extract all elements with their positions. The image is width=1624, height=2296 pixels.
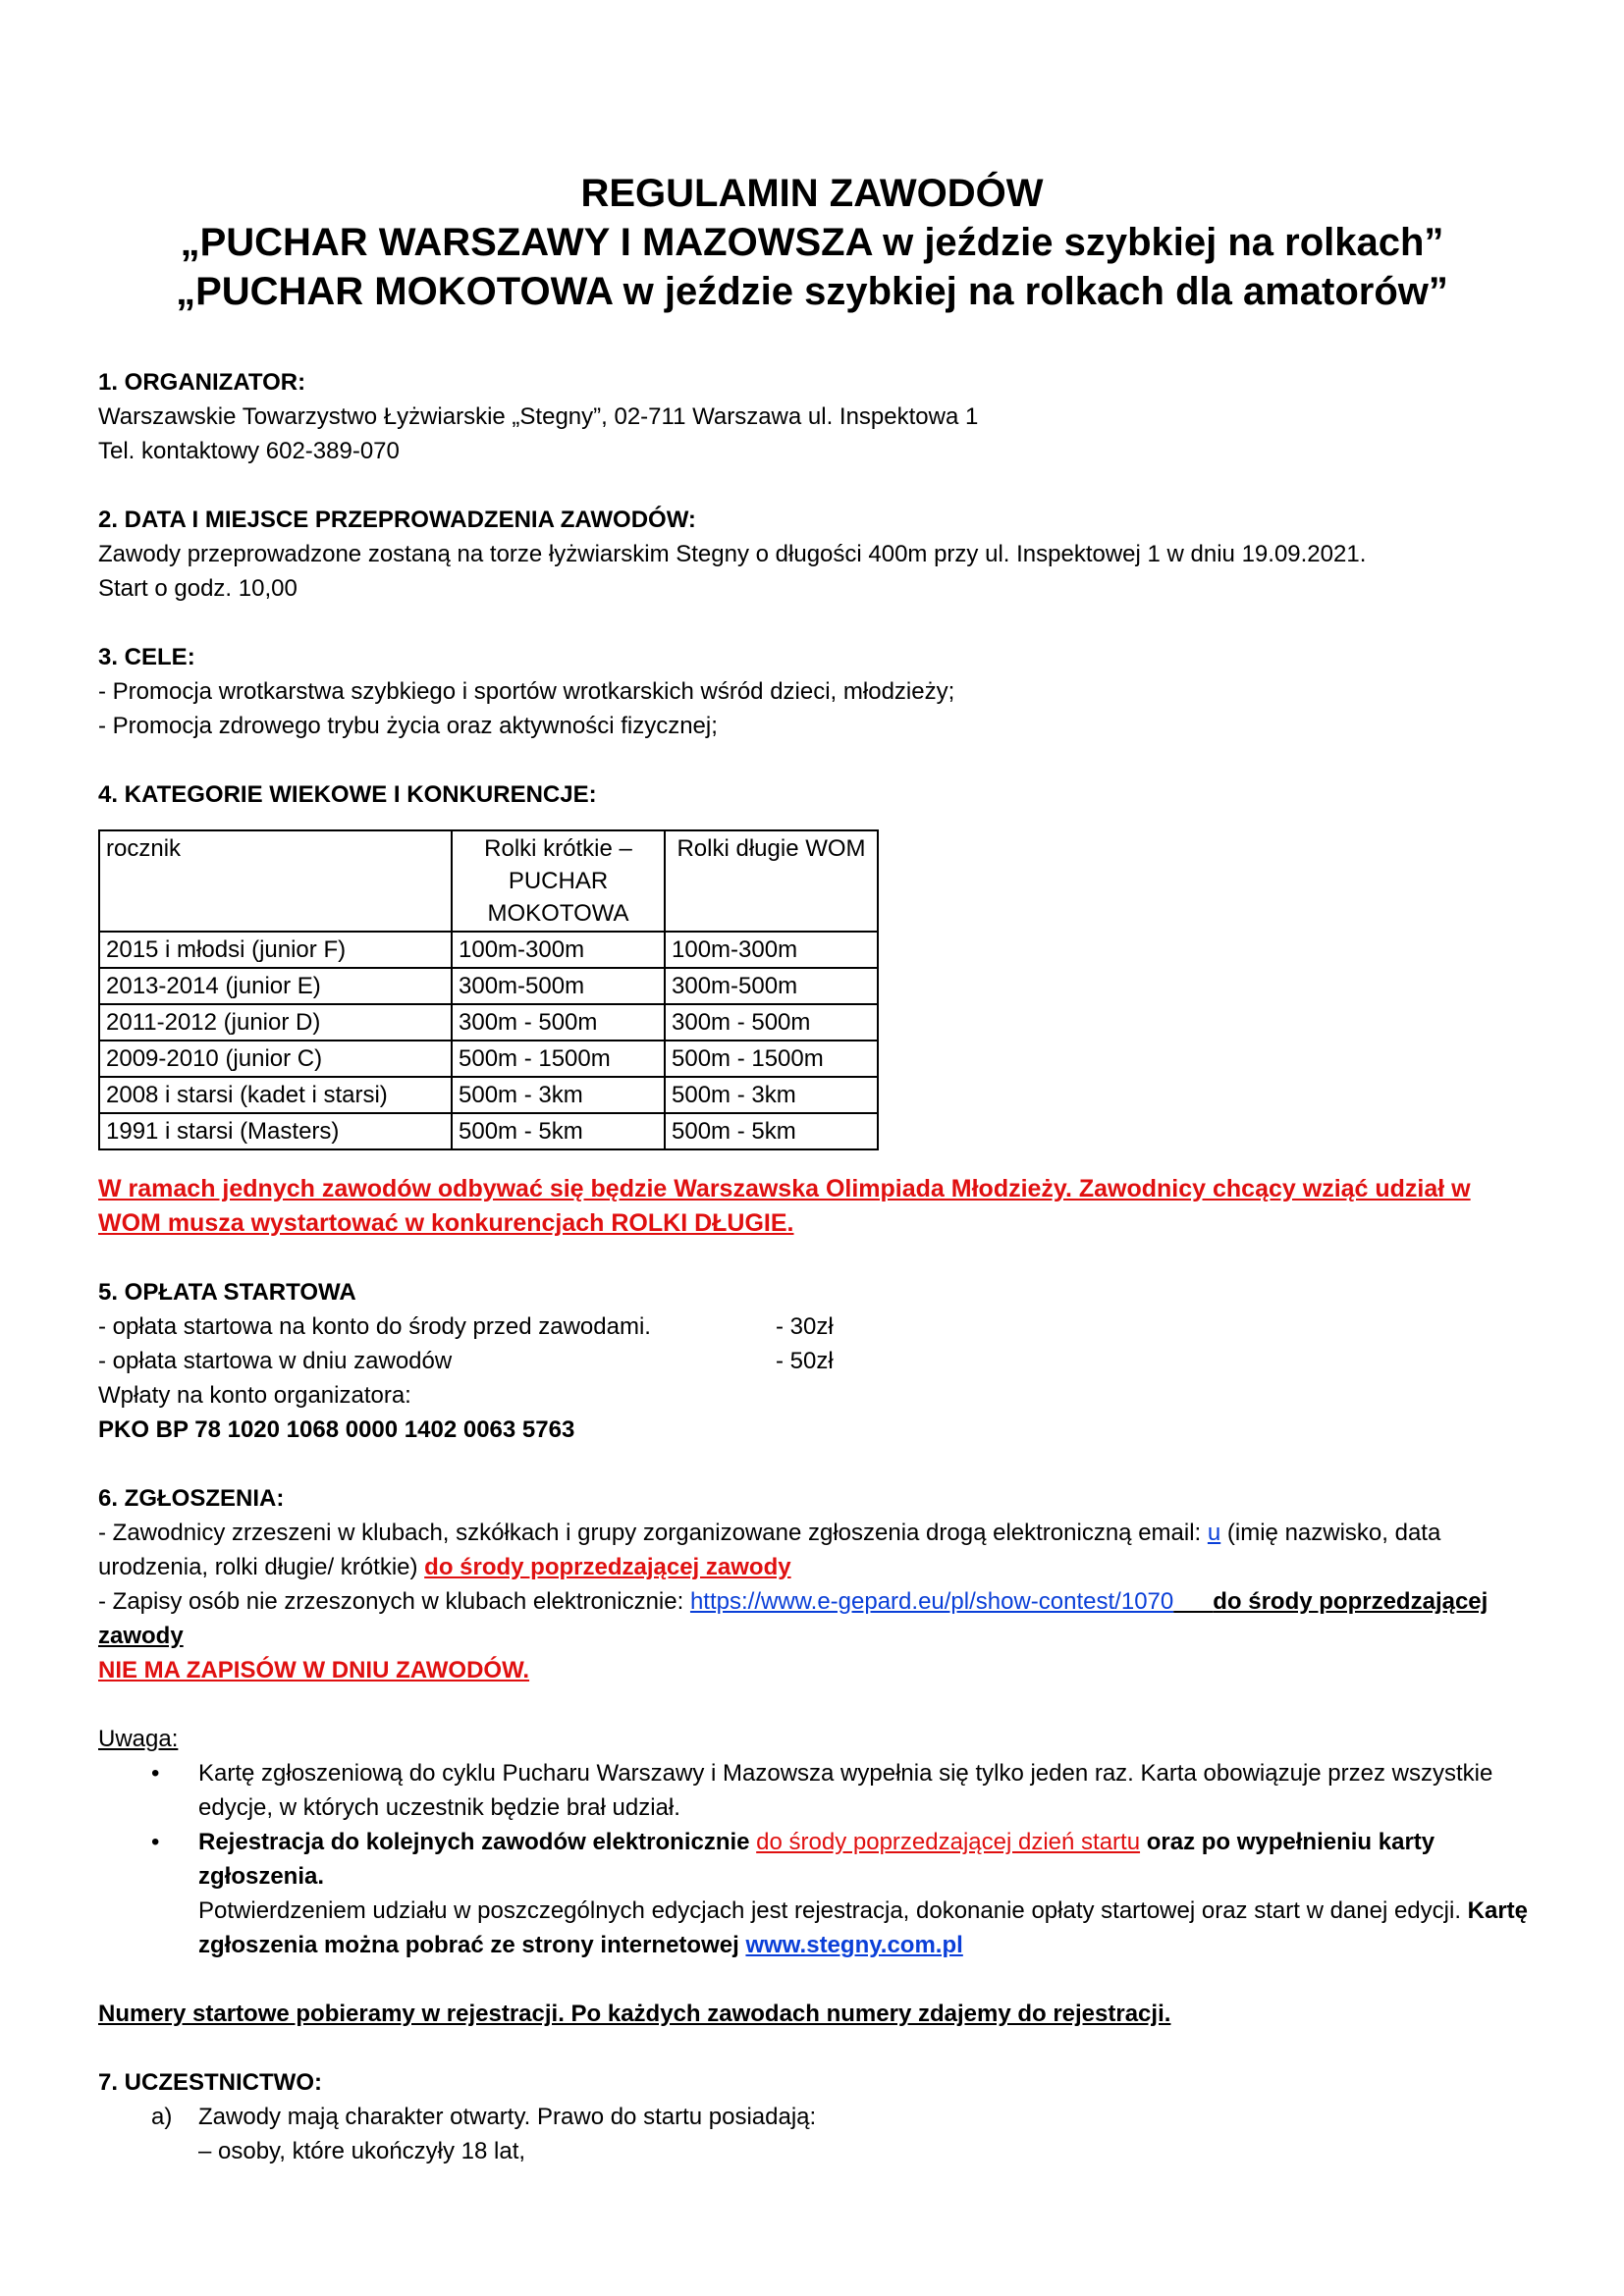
section-3-heading: 3. CELE: — [98, 644, 195, 670]
cell-short: 500m - 1500m — [452, 1041, 665, 1077]
list-item — [151, 1825, 1532, 1894]
no-onsite-registration: NIE MA ZAPISÓW W DNIU ZAWODÓW. — [98, 1657, 530, 1683]
goal-1: - Promocja wrotkarstwa szybkiego i sportów wrotkarskich wśród dzieci, młodzieży; — [98, 678, 955, 705]
section-6-heading: 6. ZGŁOSZENIA: — [98, 1485, 285, 1512]
organizer-line: Warszawskie Towarzystwo Łyżwiarskie „Stegny”, 02-711 Warszawa ul. Inspektowa 1 — [98, 403, 979, 430]
section-1-heading: 1. ORGANIZATOR: — [98, 369, 306, 396]
organizer-phone: Tel. kontaktowy 602-389-070 — [98, 438, 400, 464]
bullet-icon: • — [151, 1760, 160, 1787]
goal-2: - Promocja zdrowego trybu życia oraz aktywności fizycznej; — [98, 713, 718, 739]
fee-2-value: - 50zł — [776, 1348, 834, 1374]
title-line-2: „PUCHAR WARSZAWY I MAZOWSZA w jeździe szybkiej na rolkach” — [180, 221, 1444, 264]
section-4-heading: 4. KATEGORIE WIEKOWE I KONKURENCJE: — [98, 781, 597, 808]
cell-long: 500m - 3km — [665, 1077, 878, 1113]
column-header-short-skates: Rolki krótkie – PUCHAR MOKOTOWA — [452, 830, 665, 932]
document-body — [98, 365, 1532, 2168]
table-row — [99, 932, 878, 968]
table-row — [99, 1041, 878, 1077]
note-bullet-2-a: Rejestracja do kolejnych zawodów elektronicznie — [198, 1829, 757, 1855]
email-link[interactable]: u — [1207, 1520, 1221, 1546]
fee-2-label: - opłata startowa w dniu zawodów — [98, 1348, 453, 1374]
column-header-long-skates: Rolki długie WOM — [665, 830, 878, 932]
cell-short: 300m-500m — [452, 968, 665, 1004]
registration-individuals — [98, 1584, 1532, 1653]
note-bullet-1: Kartę zgłoszeniową do cyklu Pucharu Warszawy i Mazowsza wypełnia się tylko jeden raz. Karta obowiązuje przez wszystkie edycje, w których uczestnik będzie brał udział. — [198, 1760, 1493, 1821]
wom-notice: W ramach jednych zawodów odbywać się będzie Warszawska Olimpiada Młodzieży. Zawodnicy chcący wziąć udział w WOM musza wystartować w konkurencjach ROLKI DŁUGIE. — [98, 1175, 1471, 1237]
item-marker: a) — [151, 2104, 173, 2130]
note-bullet-2-b: oraz po wypełnieniu karty zgłoszenia. — [198, 1829, 1435, 1890]
cell-long: 100m-300m — [665, 932, 878, 968]
list-item — [151, 1756, 1532, 1825]
column-header-year: rocznik — [99, 830, 452, 932]
cell-year: 2013-2014 (junior E) — [99, 968, 452, 1004]
title-line-3: „PUCHAR MOKOTOWA w jeździe szybkiej na rolkach dla amatorów” — [176, 270, 1448, 313]
table-row — [99, 1004, 878, 1041]
registration-clubs-details: (imię nazwisko, data urodzenia, rolki długie/ krótkie) — [98, 1520, 1441, 1580]
note-bullet-2-deadline: do środy poprzedzającej dzień startu — [756, 1829, 1141, 1855]
fee-1-label: - opłata startowa na konto do środy przed zawodami. — [98, 1313, 651, 1340]
registration-individuals-deadline: do środy poprzedzającej zawody — [98, 1588, 1489, 1649]
section-2-heading: 2. DATA I MIEJSCE PRZEPROWADZENIA ZAWODÓW: — [98, 507, 696, 533]
cell-short: 300m - 500m — [452, 1004, 665, 1041]
registration-individuals-text: - Zapisy osób nie zrzeszonych w klubach elektronicznie: — [98, 1588, 690, 1615]
cell-short: 500m - 5km — [452, 1113, 665, 1149]
cell-short: 100m-300m — [452, 932, 665, 968]
bullet-icon: • — [151, 1829, 160, 1855]
table-row — [99, 1113, 878, 1149]
start-time-line: Start o godz. 10,00 — [98, 575, 298, 602]
table-header-row — [99, 830, 878, 932]
cell-year: 2009-2010 (junior C) — [99, 1041, 452, 1077]
registration-clubs-text: - Zawodnicy zrzeszeni w klubach, szkółkach i grupy zorganizowane zgłoszenia drogą elektroniczną email: — [98, 1520, 1208, 1546]
cell-long: 500m - 1500m — [665, 1041, 878, 1077]
payment-info: Wpłaty na konto organizatora: — [98, 1382, 411, 1409]
registration-deadline: do środy poprzedzającej zawody — [424, 1554, 791, 1580]
note-list — [98, 1756, 1532, 1894]
bank-account: PKO BP 78 1020 1068 0000 1402 0063 5763 — [98, 1416, 575, 1443]
cell-year: 1991 i starsi (Masters) — [99, 1113, 452, 1149]
table-row — [99, 968, 878, 1004]
section-5-heading: 5. OPŁATA STARTOWA — [98, 1279, 356, 1306]
section-7-heading: 7. UCZESTNICTWO: — [98, 2069, 322, 2096]
cell-year: 2015 i młodsi (junior F) — [99, 932, 452, 968]
title-line-1: REGULAMIN ZAWODÓW — [580, 172, 1044, 215]
stegny-link[interactable]: www.stegny.com.pl — [745, 1932, 963, 1958]
start-numbers-note: Numery startowe pobieramy w rejestracji. Po każdych zawodach numery zdajemy do rejestracji. — [98, 2001, 1171, 2027]
participation-sub-item: – osoby, które ukończyły 18 lat, — [198, 2138, 526, 2164]
confirmation-text: Potwierdzeniem udziału w poszczególnych edycjach jest rejestracja, dokonanie opłaty startowej oraz start w danej edycji. — [198, 1897, 1468, 1924]
venue-line: Zawody przeprowadzone zostaną na torze łyżwiarskim Stegny o długości 400m przy ul. Inspektowej 1 w dniu 19.09.2021. — [98, 541, 1367, 567]
cell-year: 2008 i starsi (kadet i starsi) — [99, 1077, 452, 1113]
cell-short: 500m - 3km — [452, 1077, 665, 1113]
cell-year: 2011-2012 (junior D) — [99, 1004, 452, 1041]
table-row — [99, 1077, 878, 1113]
note-label: Uwaga: — [98, 1726, 179, 1752]
document-title — [0, 169, 1624, 316]
cell-long: 500m - 5km — [665, 1113, 878, 1149]
participation-item-a — [98, 2100, 1532, 2134]
fee-1-value: - 30zł — [776, 1313, 834, 1340]
e-gepard-link[interactable]: https://www.e-gepard.eu/pl/show-contest/1070 — [689, 1588, 1174, 1615]
fee-row-1 — [98, 1309, 1532, 1344]
form-download-text: Kartę zgłoszenia można pobrać ze strony internetowej — [198, 1897, 1529, 1958]
cell-long: 300m - 500m — [665, 1004, 878, 1041]
fee-row-2 — [98, 1344, 1532, 1378]
categories-table — [98, 829, 879, 1150]
participation-text: Zawody mają charakter otwarty. Prawo do startu posiadają: — [198, 2104, 817, 2130]
registration-clubs — [98, 1516, 1532, 1584]
confirmation-paragraph — [98, 1894, 1532, 1962]
cell-long: 300m-500m — [665, 968, 878, 1004]
